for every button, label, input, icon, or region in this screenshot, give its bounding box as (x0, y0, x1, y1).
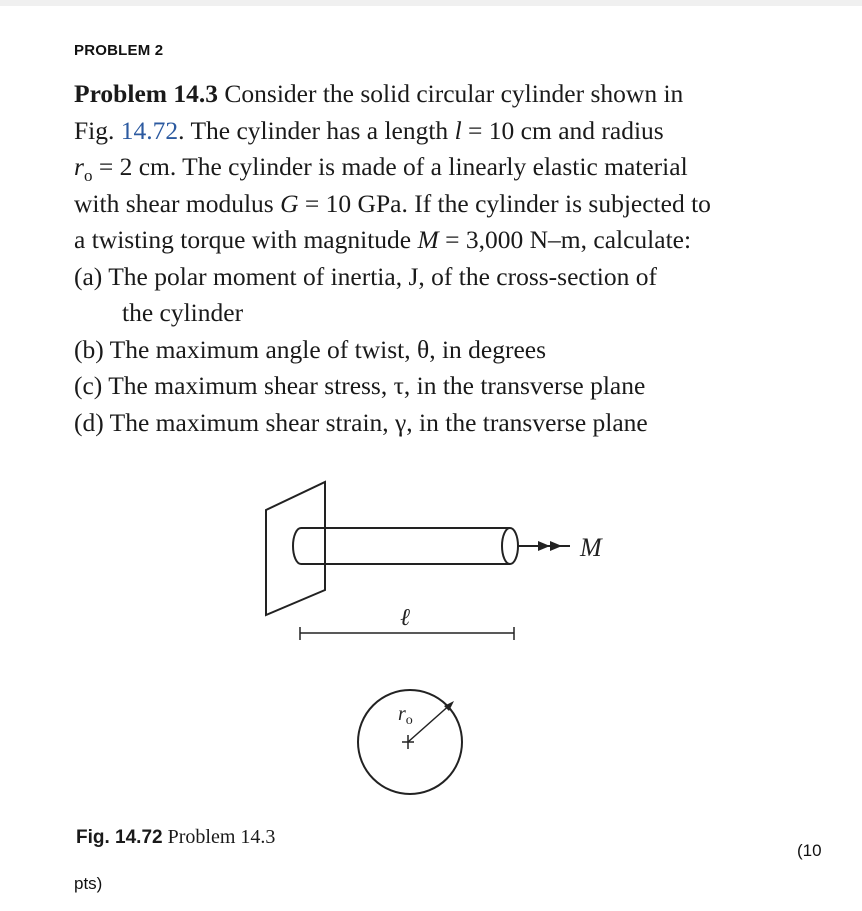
figure-caption (76, 826, 275, 849)
statement-text: = 10 GPa. If the cylinder is subjected to (298, 188, 711, 218)
statement-text: Consider the solid circular cylinder shown in (218, 79, 684, 108)
problem-heading: PROBLEM 2 (74, 42, 164, 59)
item-d: (d) The maximum shear strain, γ, in the transverse plane (74, 407, 648, 437)
item-b: (b) The maximum angle of twist, θ, in degrees (74, 334, 547, 364)
statement-text: = 2 cm. The cylinder is made of a linearly elastic material (92, 152, 688, 181)
torque-label: M (580, 533, 602, 562)
item-a: (a) The polar moment of inertia, J, of the cross-section of (74, 261, 658, 291)
statement-text: Fig. (74, 115, 121, 145)
statement-line-2 (74, 113, 794, 150)
length-symbol: l (454, 115, 462, 145)
statement-text: . The cylinder has a length (178, 115, 455, 145)
statement-text: with shear modulus (74, 188, 281, 218)
top-border (0, 0, 862, 6)
radius-subscript: o (83, 166, 93, 186)
points-value: (10 (797, 841, 822, 860)
radius-label-main: r (398, 703, 406, 725)
radius-label (398, 703, 413, 728)
problem-label: Problem 14.3 (74, 79, 219, 108)
caption-label: Fig. 14.72 (76, 827, 163, 848)
problem-statement (74, 76, 794, 441)
cylinder-figure (230, 470, 650, 810)
radius-symbol: r (74, 152, 84, 181)
fixed-wall (266, 482, 325, 615)
statement-line-4 (74, 186, 794, 223)
item-a-continued: the cylinder (122, 298, 244, 327)
statement-text: = 3,000 N–m, calculate: (438, 225, 692, 254)
statement-line-5 (74, 222, 794, 259)
statement-line-3 (74, 149, 794, 186)
caption-text: Problem 14.3 (167, 826, 276, 848)
radius-line (405, 703, 452, 742)
cylinder-right-end (502, 528, 518, 564)
shear-modulus-symbol: G (280, 188, 299, 218)
torque-arrowhead-1 (538, 541, 550, 551)
torque-arrowhead-2 (550, 541, 562, 551)
item-c: (c) The maximum shear stress, τ, in the transverse plane (74, 371, 646, 400)
statement-text: a twisting torque with magnitude (74, 225, 418, 254)
points-unit: pts) (74, 874, 103, 893)
torque-symbol: M (417, 225, 439, 254)
statement-line-1 (74, 76, 794, 113)
figure-reference-link[interactable]: 14.72 (120, 115, 179, 145)
length-label: ℓ (400, 605, 410, 631)
statement-text: = 10 cm and radius (461, 115, 664, 145)
radius-label-sub: o (405, 713, 413, 728)
cylinder-body (301, 528, 510, 564)
